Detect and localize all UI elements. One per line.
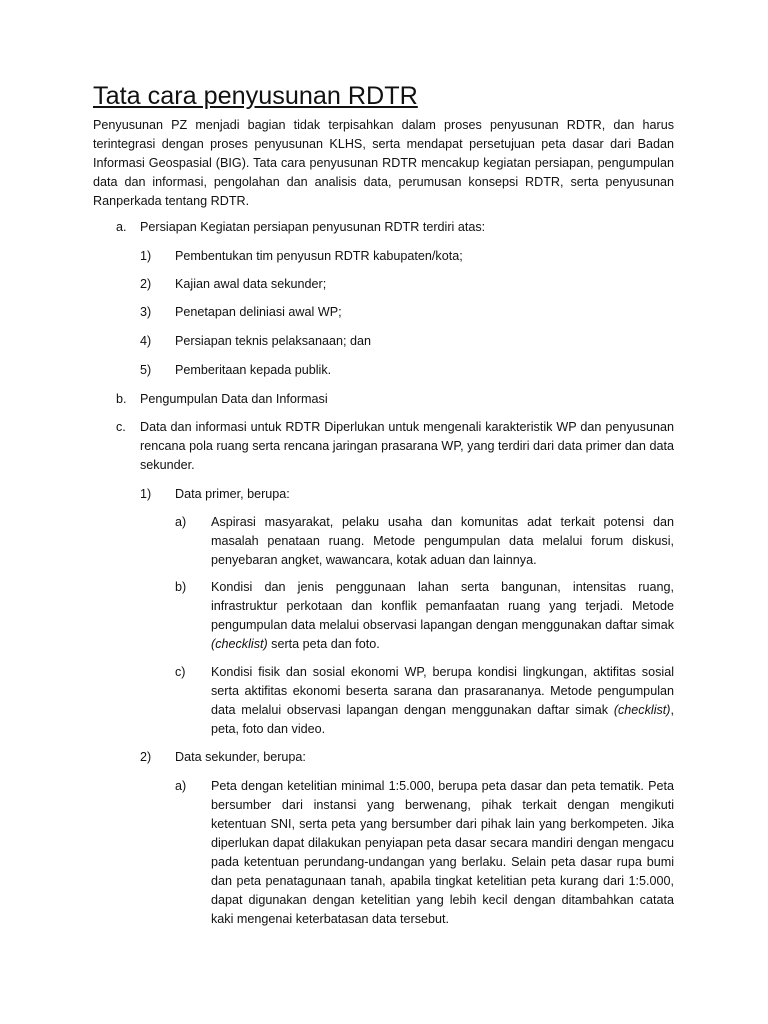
text-run: Kondisi dan jenis penggunaan lahan serta bangunan, intensitas ruang, infrastruktur perkotaan dan konflik pemanfaatan ruang yang terjadi. Metode pengumpulan data melalui observasi lapangan dengan menggunakan daftar simak xyxy=(211,580,674,632)
document-title: Tata cara penyusunan RDTR xyxy=(93,82,418,110)
list-item-text: Kajian awal data sekunder; xyxy=(175,277,327,291)
list-marker: 2) xyxy=(140,750,152,764)
list-item-text: Penetapan deliniasi awal WP; xyxy=(175,305,342,319)
list-item-text: Peta dengan ketelitian minimal 1:5.000, berupa peta dasar dan peta tematik. Peta bersumber dari instansi yang berwenang, pihak terkait dengan mengikuti ketentuan SNI, serta peta yang bersumber dari pihak lain yang berkompeten. Jika diperlukan dapat dilakukan penyiapan peta dasar secara mandiri dengan mengacu pada ketentuan perundang-undangan yang berlaku. Selain peta dasar rupa bumi dan peta penatagunaan tanah, apabila tingkat ketelitian peta kurang dari 1:5.000, dapat digunakan dengan ketelitian yang lebih kecil dengan ditambahkan catata kaki mengenai keterbatasan data tersebut. xyxy=(211,779,674,926)
list-marker: 4) xyxy=(140,334,152,348)
text-run: Kondisi fisik dan sosial ekonomi WP, berupa kondisi lingkungan, aktifitas sosial serta aktifitas ekonomi beserta sarana dan prasarananya. Metode pengumpulan data melalui observasi lapangan dengan menggunakan daftar simak xyxy=(211,665,674,717)
list-item-text: Data sekunder, berupa: xyxy=(175,750,306,764)
italic-term: (checklist) xyxy=(211,637,268,651)
list-marker: b) xyxy=(175,580,187,594)
list-item-text: Pembentukan tim penyusun RDTR kabupaten/kota; xyxy=(175,249,463,263)
intro-paragraph: Penyusunan PZ menjadi bagian tidak terpisahkan dalam proses penyusunan RDTR, dan harus terintegrasi dengan proses penyusunan KLHS, serta mendapat persetujuan peta dasar dari Badan Informasi Geospasial (BIG). Tata cara penyusunan RDTR mencakup kegiatan persiapan, pengumpulan data dan informasi, pengolahan dan analisis data, perumusan konsepsi RDTR, serta penyusunan Ranperkada tentang RDTR. xyxy=(93,118,674,208)
text-run: serta peta dan foto. xyxy=(267,637,380,651)
list-item-text xyxy=(211,663,674,739)
list-item-text: Persiapan Kegiatan persiapan penyusunan RDTR terdiri atas: xyxy=(140,220,486,234)
list-marker: b. xyxy=(116,392,127,406)
list-item-text: Aspirasi masyarakat, pelaku usaha dan komunitas adat terkait potensi dan masalah penataan ruang. Metode pengumpulan data melalui forum diskusi, penyebaran angket, wawancara, kotak aduan dan lainnya. xyxy=(211,515,674,567)
list-item-text: Pengumpulan Data dan Informasi xyxy=(140,392,328,406)
list-marker: 3) xyxy=(140,305,152,319)
list-marker: c. xyxy=(116,420,126,434)
list-item-text xyxy=(211,578,674,654)
list-marker: 2) xyxy=(140,277,152,291)
list-item-text: Persiapan teknis pelaksanaan; dan xyxy=(175,334,372,348)
list-marker: c) xyxy=(175,665,186,679)
list-marker: 1) xyxy=(140,487,152,501)
list-marker: 1) xyxy=(140,249,152,263)
list-item-text: Data dan informasi untuk RDTR Diperlukan untuk mengenali karakteristik WP dan penyusunan rencana pola ruang serta rencana jaringan prasarana WP, yang terdiri dari data primer dan data sekunder. xyxy=(140,420,674,472)
italic-term: (checklist) xyxy=(613,703,671,717)
list-marker: a) xyxy=(175,515,187,529)
list-marker: a) xyxy=(175,779,187,793)
list-item-text: Data primer, berupa: xyxy=(175,487,290,501)
list-marker: 5) xyxy=(140,363,152,377)
list-item-text: Pemberitaan kepada publik. xyxy=(175,363,332,377)
list-marker: a. xyxy=(116,220,127,234)
text-run: , peta, foto dan video. xyxy=(211,703,674,736)
